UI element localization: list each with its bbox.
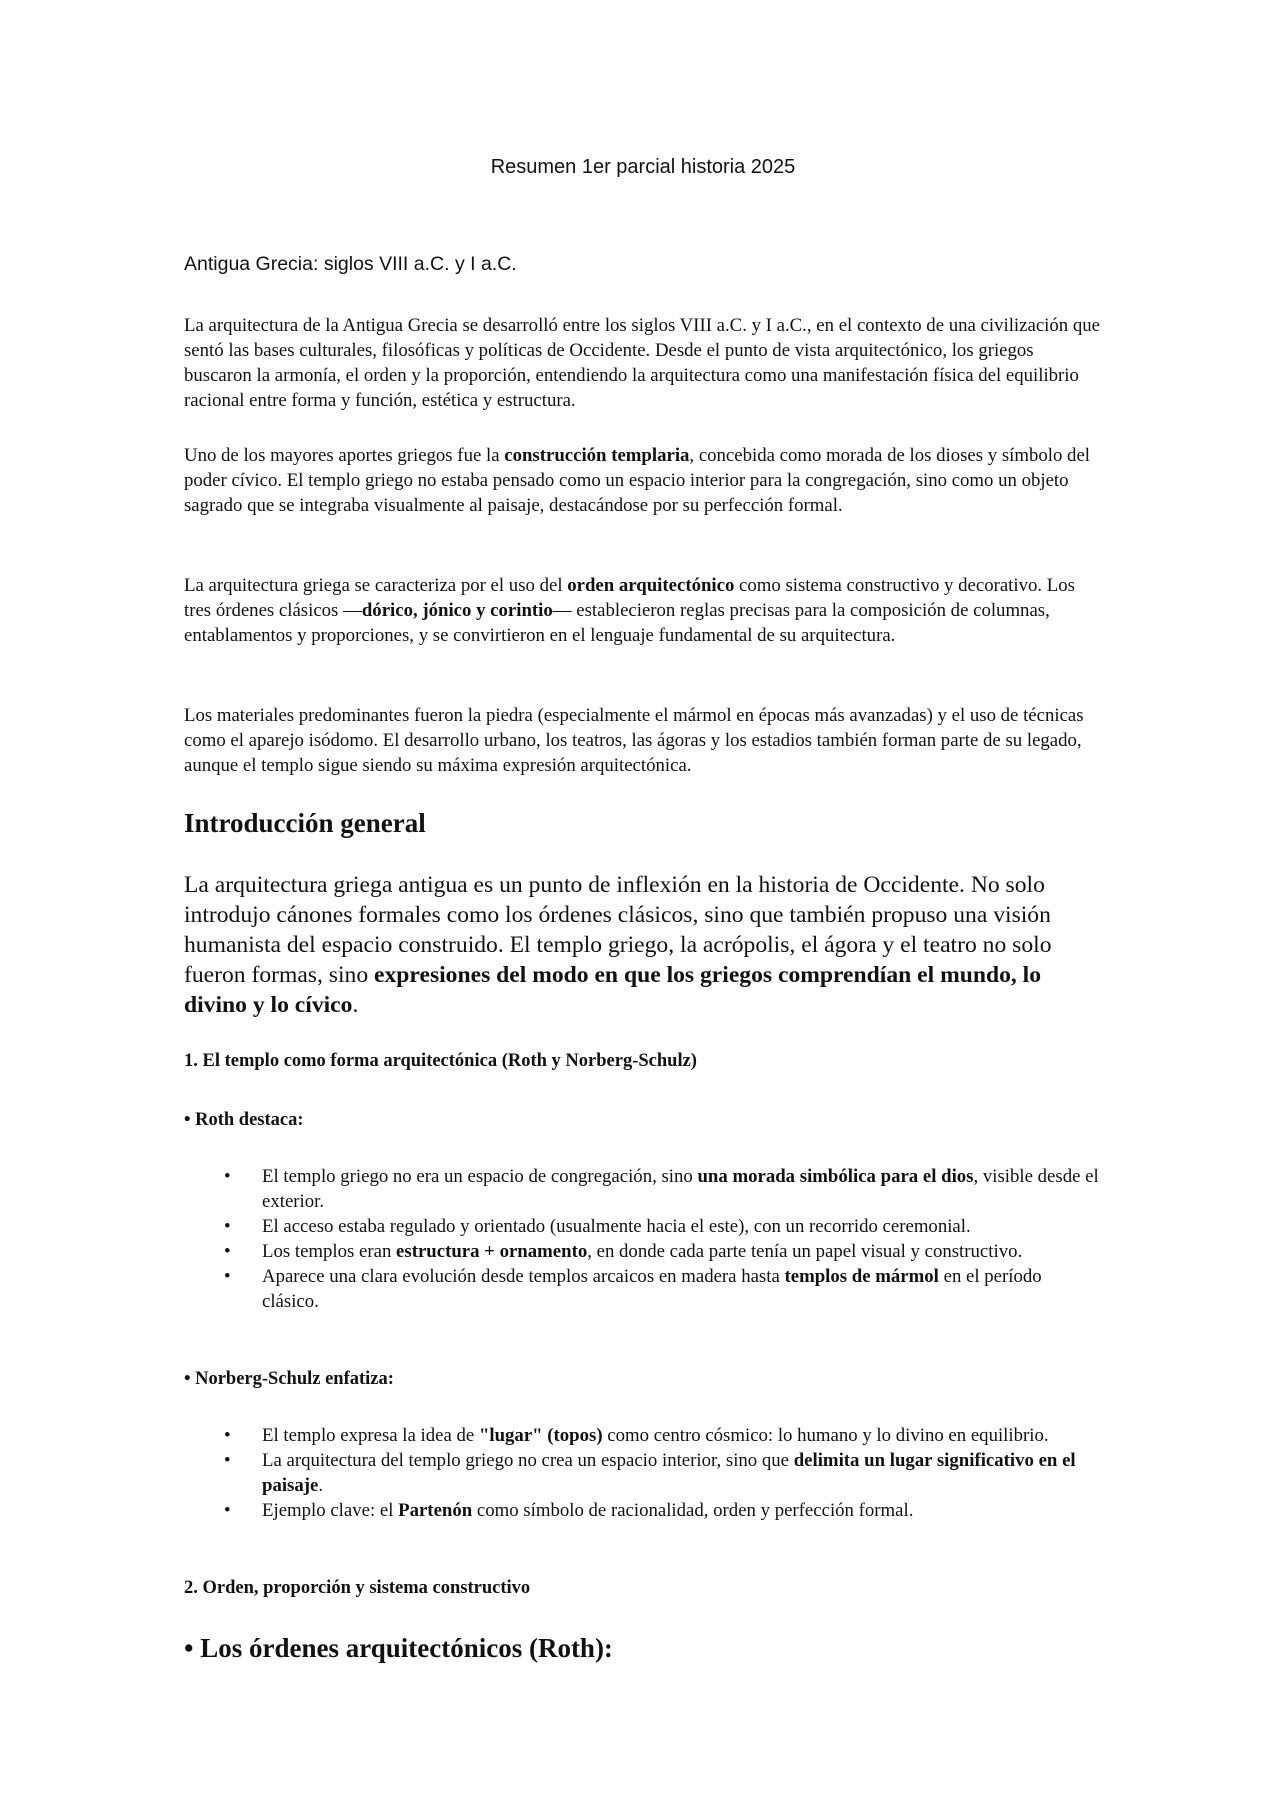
list-item: • Los templos eran estructura + ornamento, en donde cada parte tenía un papel visual y constructivo. [224,1241,1023,1262]
heading-norberg-schulz: • Norberg-Schulz enfatiza: [184,1369,394,1389]
paragraph-materials: Los materiales predominantes fueron la piedra (especialmente el mármol en épocas más avanzadas) y el uso de técnicas como el aparejo isódomo. El desarrollo urbano, los teatros, las ágoras y los estadios también forman parte de su legado, aunque el templo sigue siendo su máxima expresión arquitectónica. [184,705,1084,776]
list-item: • La arquitectura del templo griego no crea un espacio interior, sino que delimita un lugar significativo en el paisaje. [224,1450,1076,1496]
document-title: Resumen 1er parcial historia 2025 [490,156,796,178]
paragraph-introduccion: La arquitectura griega antigua es un punto de inflexión en la historia de Occidente. No solo introdujo cánones formales como los órdenes clásicos, sino que también propuso una visión humanista del espacio construido. El templo griego, la acrópolis, el ágora y el teatro no solo fueron formas, sino expresiones del modo en que los griegos comprendían el mundo, lo divino y lo cívico. [184,872,1052,1018]
bullet-icon: • [224,1425,231,1446]
heading-ordenes-arquitectonicos: • Los órdenes arquitectónicos (Roth): [184,1633,613,1663]
list-norberg-schulz [184,1423,1102,1523]
list-item: • Ejemplo clave: el Partenón como símbolo de racionalidad, orden y perfección formal. [224,1500,914,1521]
bullet-icon: • [224,1216,231,1237]
list-item: • El acceso estaba regulado y orientado (usualmente hacia el este), con un recorrido ceremonial. [224,1216,971,1237]
heading-section-2: 2. Orden, proporción y sistema constructivo [184,1578,531,1598]
heading-roth: • Roth destaca: [184,1110,304,1130]
paragraph-architectural-order: La arquitectura griega se caracteriza por el uso del orden arquitectónico como sistema constructivo y decorativo. Los tres órdenes clásicos —dórico, jónico y corintio— establecieron reglas precisas para la composición de columnas, entablamentos y proporciones, y se convirtieron en el lenguaje fundamental de su arquitectura. [184,575,1075,646]
bullet-icon: • [224,1166,231,1187]
list-item: • El templo expresa la idea de "lugar" (topos) como centro cósmico: lo humano y lo divino en equilibrio. [224,1425,1049,1446]
heading-section-1: 1. El templo como forma arquitectónica (Roth y Norberg-Schulz) [184,1051,697,1071]
list-roth [184,1164,1102,1314]
bullet-icon: • [224,1241,231,1262]
paragraph-intro-greece: La arquitectura de la Antigua Grecia se desarrolló entre los siglos VIII a.C. y I a.C., en el contexto de una civilización que sentó las bases culturales, filosóficas y políticas de Occidente. Desde el punto de vista arquitectónico, los griegos buscaron la armonía, el orden y la proporción, entendiendo la arquitectura como una manifestación física del equilibrio racional entre forma y función, estética y estructura. [184,315,1100,411]
list-item: • El templo griego no era un espacio de congregación, sino una morada simbólica para el dios, visible desde el exterior. [224,1166,1099,1212]
heading-introduccion-general: Introducción general [184,808,426,838]
paragraph-templar-construction: Uno de los mayores aportes griegos fue la construcción templaria, concebida como morada de los dioses y símbolo del poder cívico. El templo griego no estaba pensado como un espacio interior para la congregación, sino como un objeto sagrado que se integraba visualmente al paisaje, destacándose por su perfección formal. [184,445,1090,516]
document-subtitle: Antigua Grecia: siglos VIII a.C. y I a.C. [184,253,517,275]
list-item: • Aparece una clara evolución desde templos arcaicos en madera hasta templos de mármol en el período clásico. [224,1266,1042,1312]
bullet-icon: • [224,1450,231,1471]
bullet-icon: • [224,1266,231,1287]
bullet-icon: • [224,1500,231,1521]
